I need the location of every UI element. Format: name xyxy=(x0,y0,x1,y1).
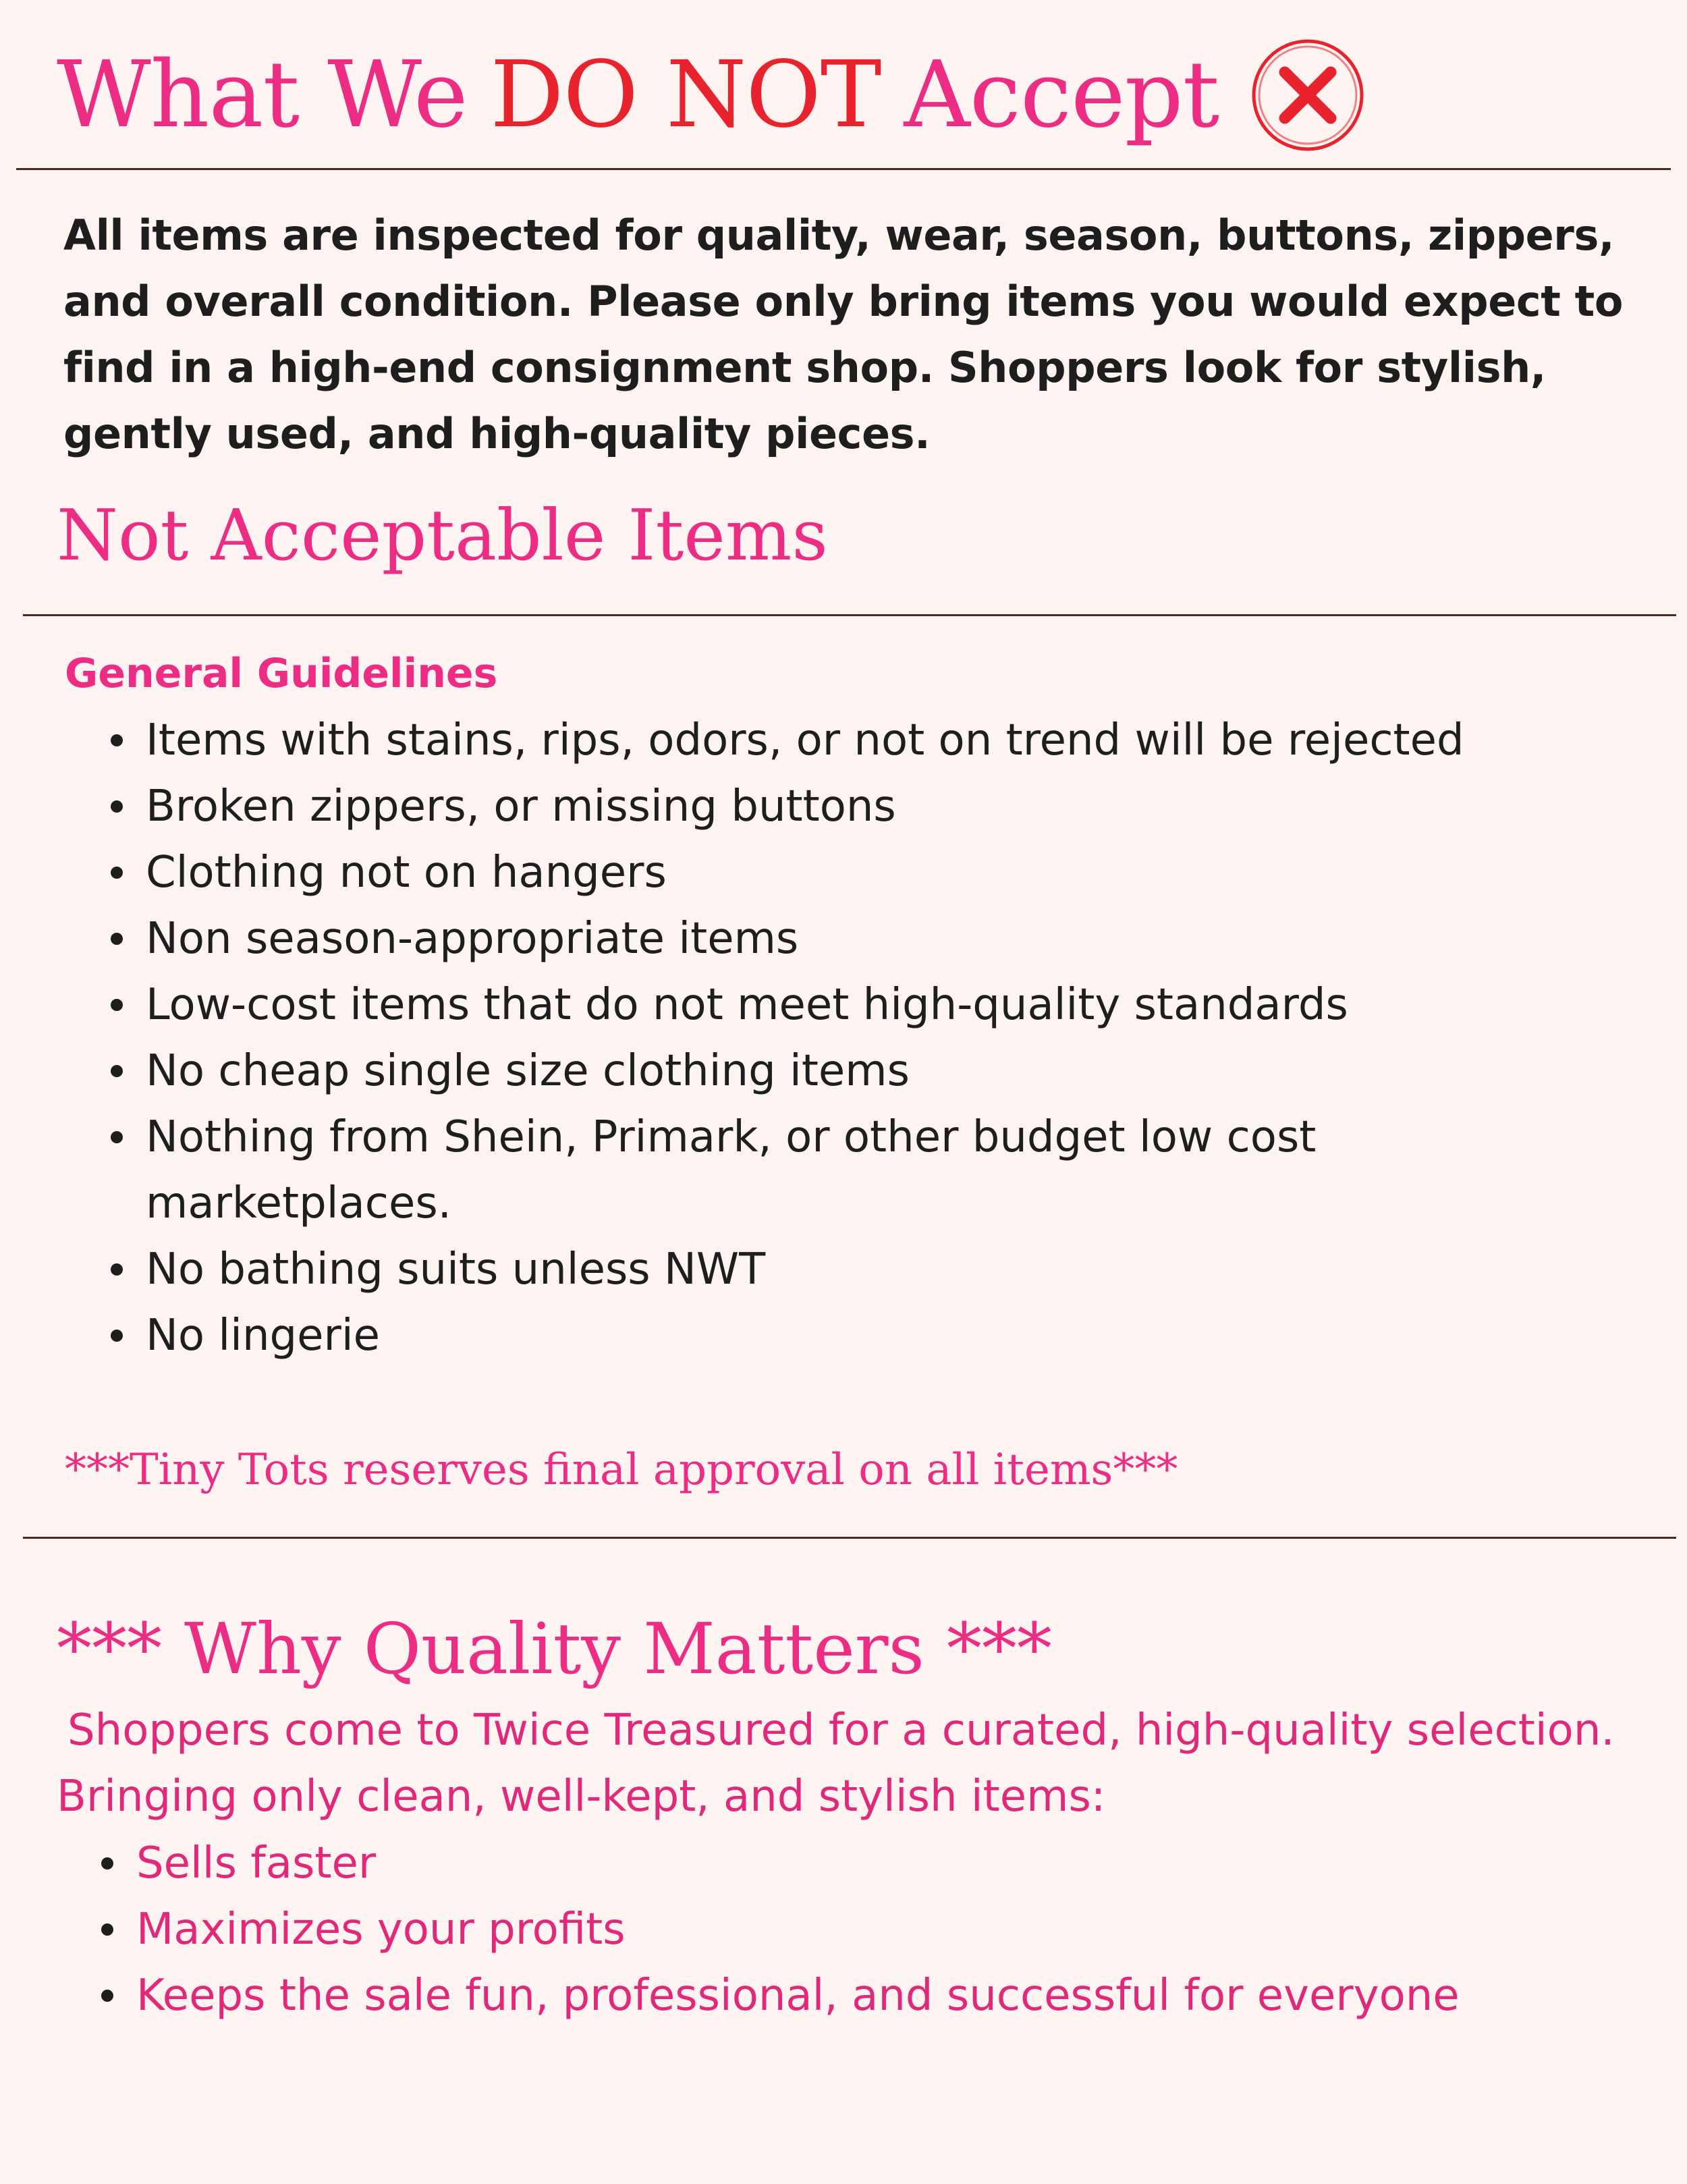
list-item-text: Low-cost items that do not meet high-quality standards xyxy=(146,980,1348,1030)
x-circle-icon xyxy=(1248,36,1367,155)
section-heading-not-acceptable: Not Acceptable Items xyxy=(57,494,828,576)
list-item xyxy=(146,1104,1428,1236)
section-heading-why-quality: *** Why Quality Matters *** xyxy=(57,1608,1052,1690)
intro-paragraph: All items are inspected for quality, wear, season, buttons, zippers, and overall condition. Please only bring items you would expect to find in a high-end consignment shop. Shoppers look for stylish, gently used, and high-quality pieces. xyxy=(63,211,1624,458)
subheading-general-guidelines: General Guidelines xyxy=(65,650,498,697)
list-item-text: Keeps the sale fun, professional, and successful for everyone xyxy=(136,1971,1460,2021)
divider-top xyxy=(16,168,1671,170)
list-item-text: Clothing not on hangers xyxy=(146,848,667,898)
title-part-what-we: What We xyxy=(57,42,468,148)
guidelines-list xyxy=(146,707,1464,1369)
list-item xyxy=(136,1896,1460,1963)
bullet-icon xyxy=(111,999,123,1011)
bullet-icon xyxy=(111,867,123,879)
list-item xyxy=(146,707,1464,773)
list-item xyxy=(136,1963,1460,2029)
title-part-accept: Accept xyxy=(904,42,1219,148)
why-quality-line-1: Shoppers come to Twice Treasured for a curated, high-quality selection. xyxy=(67,1705,1615,1755)
list-item xyxy=(146,840,1464,906)
bullet-icon xyxy=(111,1330,123,1342)
list-item-text: Non season-appropriate items xyxy=(146,914,799,964)
why-quality-text xyxy=(57,1697,1676,1830)
list-item-text: Items with stains, rips, odors, or not on trend will be rejected xyxy=(146,715,1464,765)
list-item xyxy=(146,1303,1464,1369)
list-item xyxy=(146,773,1464,840)
bullet-icon xyxy=(111,734,123,746)
bullet-icon xyxy=(111,1263,123,1276)
reserve-note: ***Tiny Tots reserves final approval on all items*** xyxy=(65,1445,1178,1495)
bullet-icon xyxy=(101,1923,113,1936)
list-item-text: No cheap single size clothing items xyxy=(146,1046,910,1096)
bullet-icon xyxy=(111,800,123,813)
list-item xyxy=(146,1236,1464,1303)
page-title xyxy=(57,31,1367,159)
why-quality-line-2: Bringing only clean, well-kept, and stylish items: xyxy=(57,1772,1106,1822)
bullet-icon xyxy=(111,1065,123,1077)
list-item xyxy=(146,972,1464,1038)
list-item-text: No bathing suits unless NWT xyxy=(146,1245,766,1294)
bullet-icon xyxy=(101,1990,113,2002)
why-quality-list xyxy=(136,1830,1460,2029)
bullet-icon xyxy=(111,1131,123,1143)
list-item-text: No lingerie xyxy=(146,1311,380,1361)
bullet-icon xyxy=(101,1857,113,1869)
list-item-text: Nothing from Shein, Primark, or other budget low cost marketplaces. xyxy=(146,1112,1317,1228)
list-item xyxy=(136,1830,1460,1896)
list-item xyxy=(146,1038,1464,1104)
divider-bottom xyxy=(23,1537,1676,1539)
divider-section xyxy=(23,614,1676,616)
bullet-icon xyxy=(111,933,123,945)
list-item-text: Broken zippers, or missing buttons xyxy=(146,782,896,831)
list-item-text: Maximizes your profits xyxy=(136,1905,626,1955)
list-item xyxy=(146,906,1464,972)
title-part-do-not: DO NOT xyxy=(490,42,881,148)
list-item-text: Sells faster xyxy=(136,1838,377,1888)
